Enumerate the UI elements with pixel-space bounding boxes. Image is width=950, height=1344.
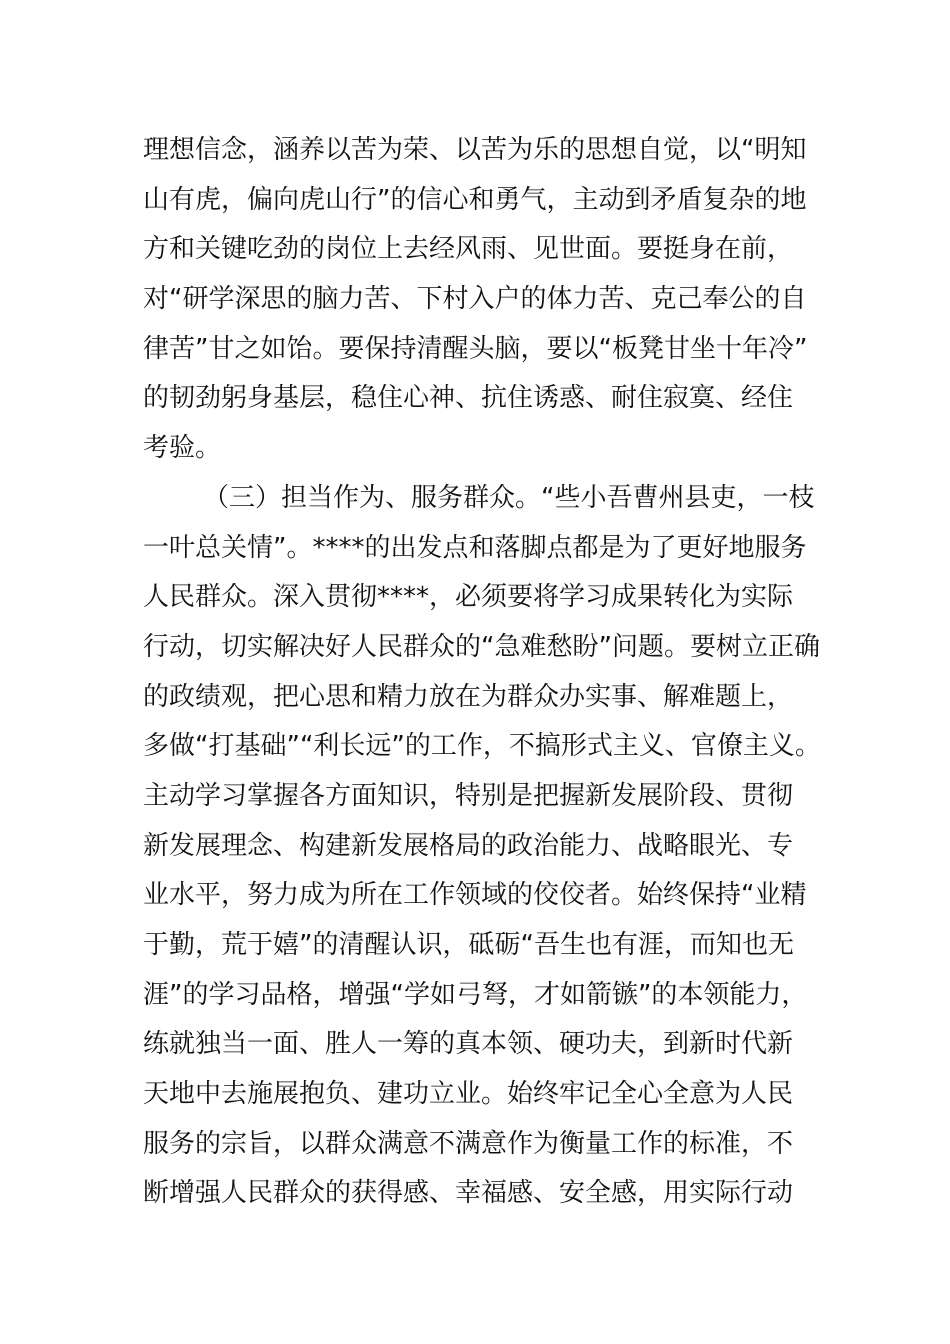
text-line: 新发展理念、构建新发展格局的政治能力、战略眼光、专 bbox=[143, 830, 794, 861]
text-line: 考验。 bbox=[143, 433, 222, 464]
text-line: 服务的宗旨，以群众满意不满意作为衡量工作的标准，不 bbox=[143, 1128, 794, 1159]
text-line: 多做“打基础”“利长远”的工作，不搞形式主义、官僚主义。 bbox=[143, 731, 821, 762]
text-line: 山有虎，偏向虎山行”的信心和勇气，主动到矛盾复杂的地 bbox=[143, 184, 807, 215]
text-line: 行动，切实解决好人民群众的“急难愁盼”问题。要树立正确 bbox=[143, 631, 820, 662]
text-line: 业水平，努力成为所在工作领域的佼佼者。始终保持“业精 bbox=[143, 880, 807, 911]
section-heading-line: （三）担当作为、服务群众。“些小吾曹州县吏，一枝 bbox=[203, 482, 815, 513]
text-line: 断增强人民群众的获得感、幸福感、安全感，用实际行动 bbox=[143, 1178, 794, 1209]
text-line: 练就独当一面、胜人一筹的真本领、硬功夫，到新时代新 bbox=[143, 1029, 794, 1060]
text-line: 对“研学深思的脑力苦、下村入户的体力苦、克己奉公的自 bbox=[143, 284, 807, 315]
text-line: 一叶总关情”。****的出发点和落脚点都是为了更好地服务 bbox=[143, 532, 807, 563]
body-text bbox=[143, 126, 823, 1219]
text-line: 方和关键吃劲的岗位上去经风雨、见世面。要挺身在前， bbox=[143, 234, 794, 265]
text-line: 律苦”甘之如饴。要保持清醒头脑，要以“板凳甘坐十年冷” bbox=[143, 333, 808, 364]
text-line: 涯”的学习品格，增强“学如弓弩，才如箭镞”的本领能力， bbox=[143, 979, 808, 1010]
text-line: 于勤，荒于嬉”的清醒认识，砥砺“吾生也有涯，而知也无 bbox=[143, 930, 794, 960]
text-line: 人民群众。深入贯彻****，必须要将学习成果转化为实际 bbox=[143, 582, 794, 613]
text-line: 的韧劲躬身基层，稳住心神、抗住诱惑、耐住寂寞、经住 bbox=[143, 383, 794, 414]
text-line: 天地中去施展抱负、建功立业。始终牢记全心全意为人民 bbox=[143, 1079, 794, 1110]
text-line: 主动学习掌握各方面知识，特别是把握新发展阶段、贯彻 bbox=[143, 780, 794, 811]
text-line: 理想信念，涵养以苦为荣、以苦为乐的思想自觉，以“明知 bbox=[143, 135, 807, 165]
text-line: 的政绩观，把心思和精力放在为群众办实事、解难题上， bbox=[143, 681, 794, 712]
